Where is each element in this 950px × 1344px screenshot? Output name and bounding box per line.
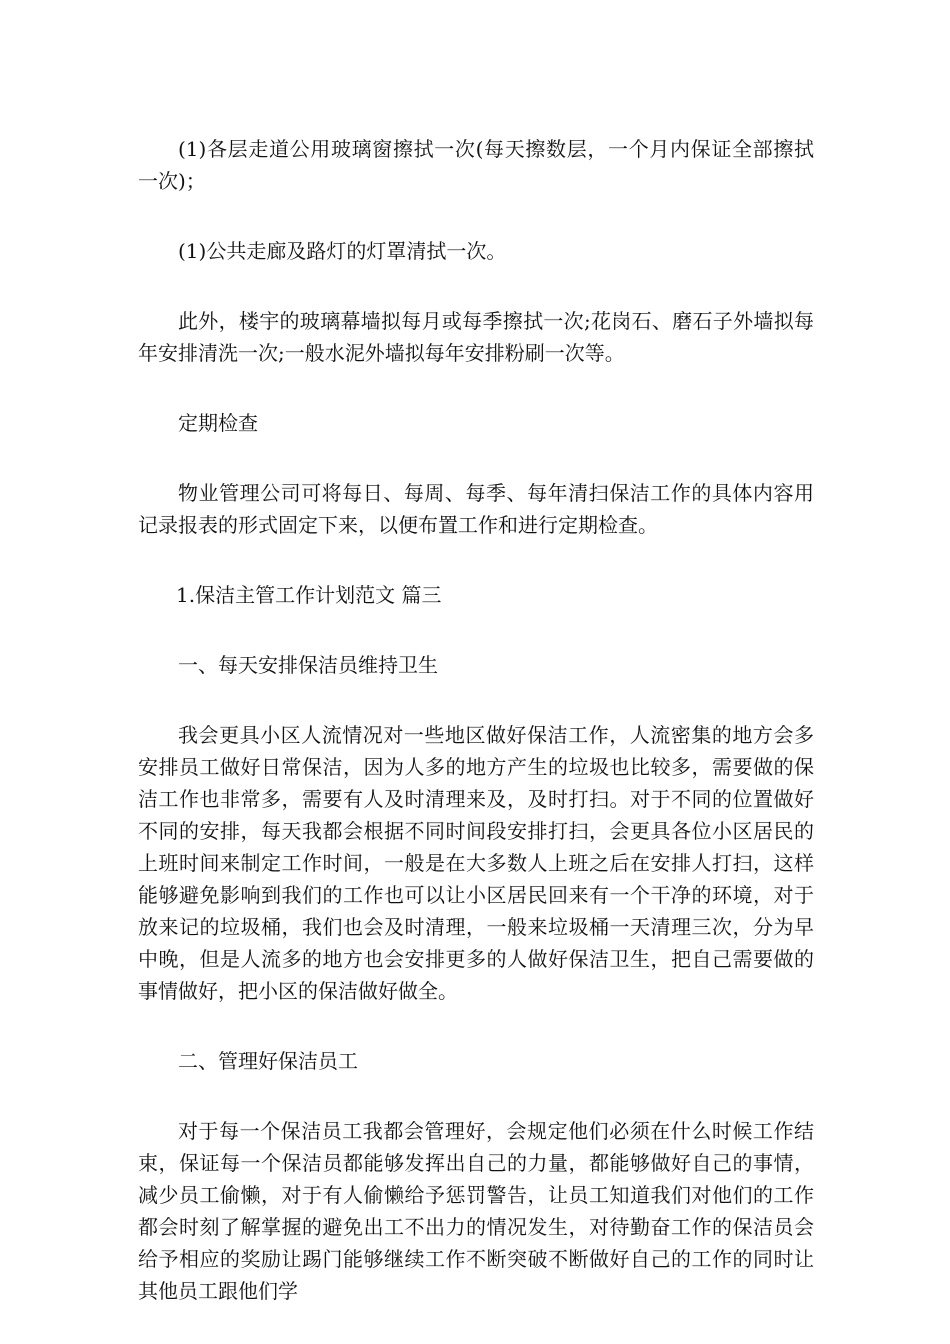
paragraph-daily-hygiene: 我会更具小区人流情况对一些地区做好保洁工作，人流密集的地方会多安排员工做好日常保洁，因为人多的地方产生的垃圾也比较多，需要做的保洁工作也非常多，需要有人及时清理来及，及时打扫。对于不同的位置做好不同的安排，每天我都会根据不同时间段安排打扫，会更具各位小区居民的上班时间来制定工作时间，一般是在大多数人上班之后在安排人打扫，这样能够避免影响到我们的工作也可以让小区居民回来有一个干净的环境，对于放来记的垃圾桶，我们也会及时清理，一般来垃圾桶一天清理三次，分为早中晚，但是人流多的地方也会安排更多的人做好保洁卫生，把自己需要做的事情做好，把小区的保洁做好做全。 [138,723,814,1003]
paragraph-inspection-records: 物业管理公司可将每日、每周、每季、每年清扫保洁工作的具体内容用记录报表的形式固定下来，以便布置工作和进行定期检查。 [138,481,814,537]
document-body [138,133,814,1307]
heading-staff-management: 二、管理好保洁员工 [178,1049,358,1073]
paragraph-lamp-cleaning: (1)公共走廊及路灯的灯罩清拭一次。 [178,239,507,263]
heading-daily-hygiene: 一、每天安排保洁员维持卫生 [178,653,438,677]
paragraph-window-cleaning: (1)各层走道公用玻璃窗擦拭一次(每天擦数层，一个月内保证全部擦拭一次)； [138,137,814,193]
paragraph-staff-management: 对于每一个保洁员工我都会管理好，会规定他们必须在什么时候工作结束，保证每一个保洁员都能够发挥出自己的力量，都能够做好自己的事情，减少员工偷懒，对于有人偷懒给予惩罚警告，让员工知道我们对他们的工作都会时刻了解掌握的避免出工不出力的情况发生，对待勤奋工作的保洁员会给予相应的奖励让踢门能够继续工作不断突破不断做好自己的工作的同时让其他员工跟他们学 [138,1119,814,1303]
heading-regular-inspection: 定期检查 [178,411,258,435]
paragraph-exterior-wall: 此外，楼宇的玻璃幕墙拟每月或每季擦拭一次;花岗石、磨石子外墙拟每年安排清洗一次;一般水泥外墙拟每年安排粉刷一次等。 [138,309,814,365]
section-title-part-three: 1.保洁主管工作计划范文 篇三 [176,583,442,607]
